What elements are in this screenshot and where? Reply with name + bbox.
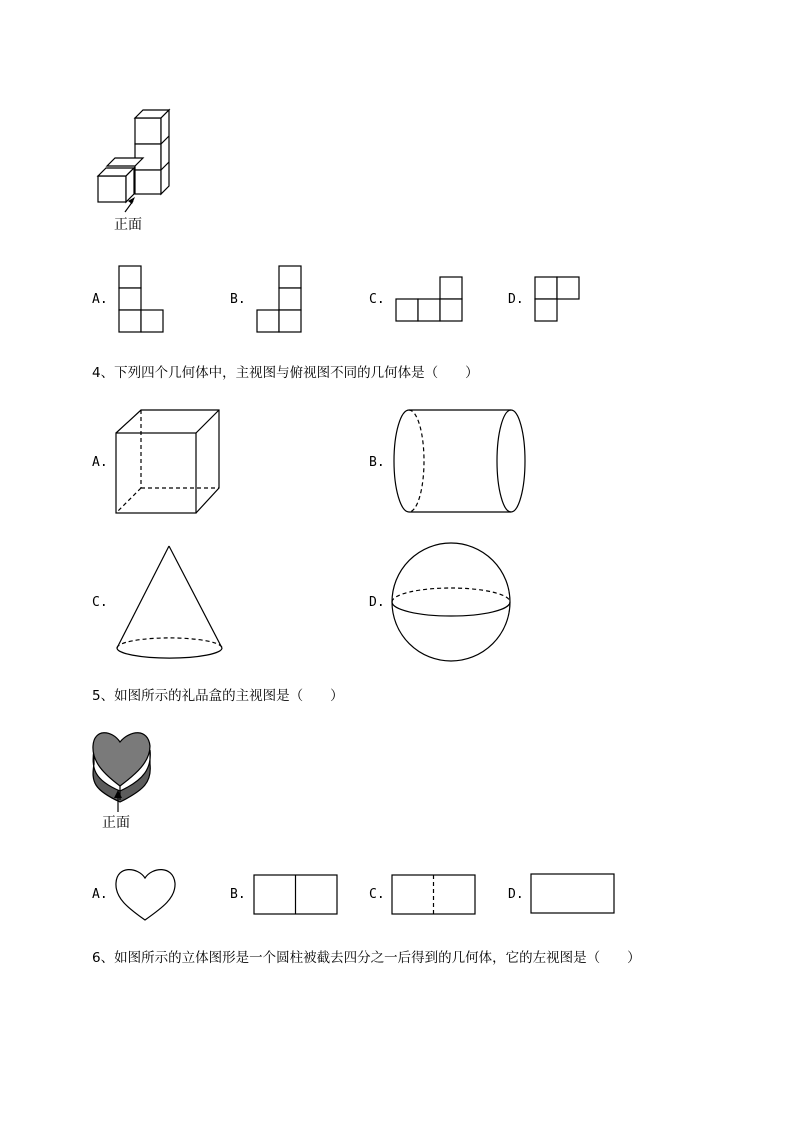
q4-question: 4、下列四个几何体中，主视图与俯视图不同的几何体是（ ） bbox=[92, 365, 479, 381]
q3-option-c-figure bbox=[395, 276, 467, 326]
q5-heart-figure bbox=[114, 866, 180, 922]
q4-cube-figure bbox=[114, 408, 224, 518]
q5-option-d-label: D. bbox=[508, 887, 524, 902]
q3-option-d-figure bbox=[534, 276, 584, 326]
q5-rect-solid-divider-figure bbox=[253, 874, 339, 916]
q5-option-a-label: A. bbox=[92, 887, 108, 902]
q4-option-c-label: C. bbox=[92, 595, 108, 610]
q3-option-a-label: A. bbox=[92, 292, 108, 307]
q5-question: 5、如图所示的礼品盒的主视图是（ ） bbox=[92, 688, 344, 704]
q5-option-c-label: C. bbox=[369, 887, 385, 902]
q3-option-b-figure bbox=[256, 265, 306, 335]
q4-option-a-label: A. bbox=[92, 455, 108, 470]
q3-option-c-label: C. bbox=[369, 292, 385, 307]
q3-cube-column bbox=[135, 110, 169, 194]
q3-option-d-label: D. bbox=[508, 292, 524, 307]
q4-cone-figure bbox=[114, 544, 234, 664]
q4-sphere-figure bbox=[390, 542, 514, 666]
q3-option-a-figure bbox=[118, 265, 168, 335]
q3-option-b-label: B. bbox=[230, 292, 246, 307]
q5-front-label: 正面 bbox=[102, 815, 130, 831]
q6-question: 6、如图所示的立体图形是一个圆柱被截去四分之一后得到的几何体，它的左视图是（ ） bbox=[92, 950, 641, 966]
q4-cylinder-figure bbox=[391, 408, 531, 518]
q3-cube-figure bbox=[95, 106, 185, 206]
q4-option-d-label: D. bbox=[369, 595, 385, 610]
q5-option-b-label: B. bbox=[230, 887, 246, 902]
q5-rect-dashed-divider-figure bbox=[391, 874, 477, 916]
q3-front-label: 正面 bbox=[114, 217, 142, 233]
q5-rect-figure bbox=[530, 873, 616, 915]
q4-option-b-label: B. bbox=[369, 455, 385, 470]
